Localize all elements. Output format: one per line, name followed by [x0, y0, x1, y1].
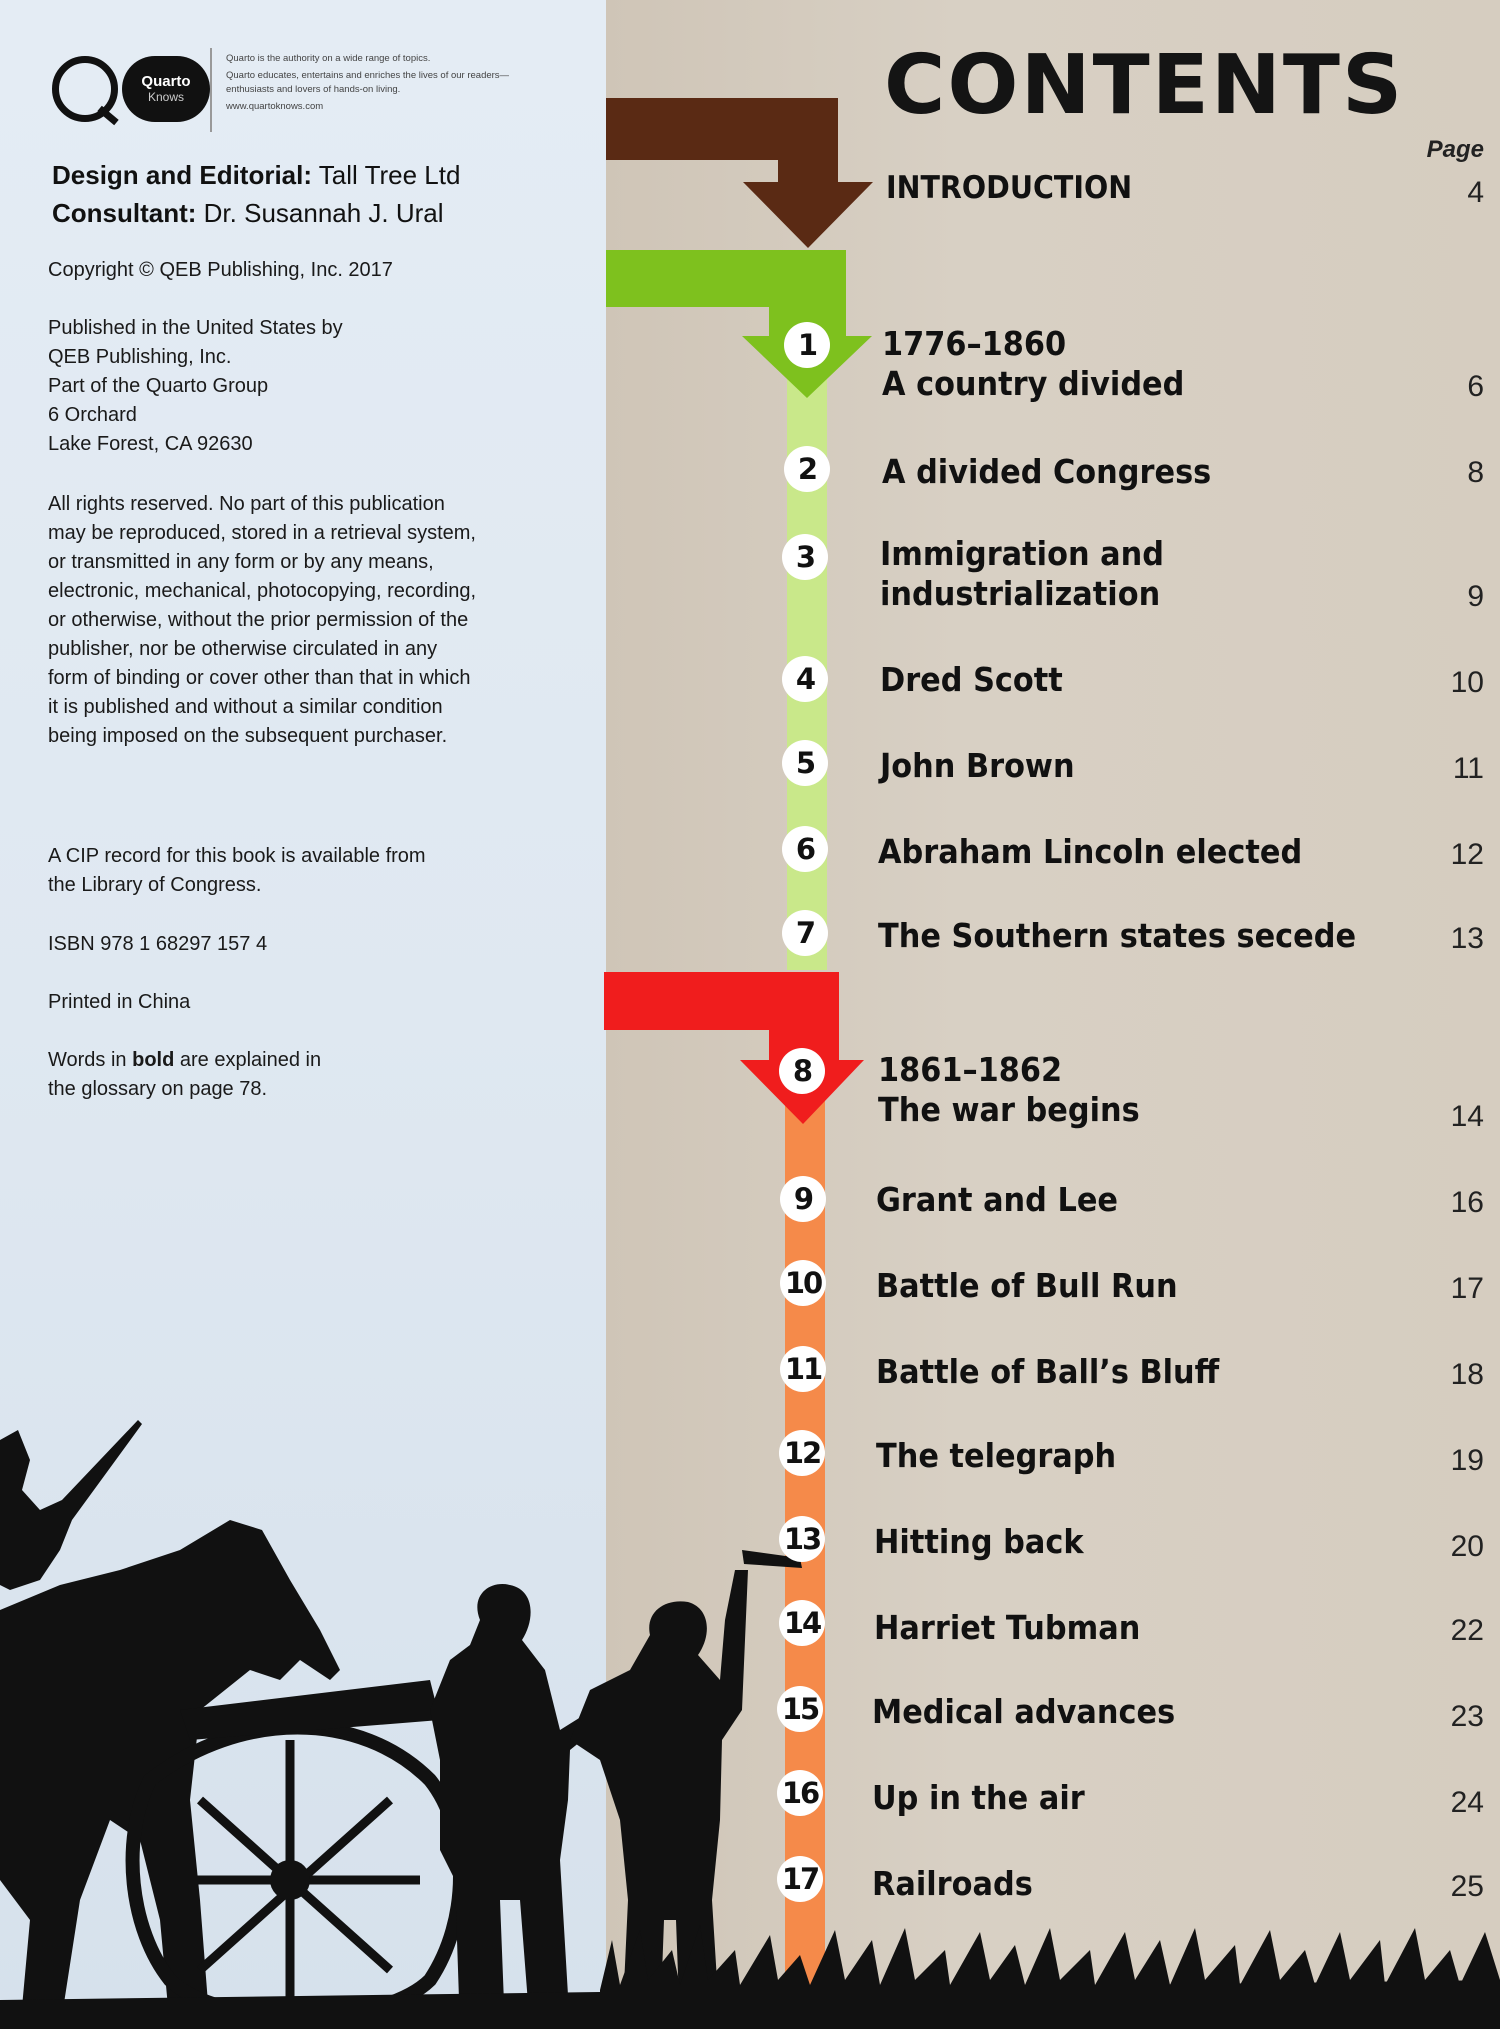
toc-entry-page: 6	[1467, 370, 1484, 403]
consultant-value: Dr. Susannah J. Ural	[203, 198, 444, 228]
section1-arrow	[606, 250, 872, 398]
printed-in: Printed in China	[48, 991, 191, 1013]
glossary-bold-word: bold	[132, 1049, 175, 1071]
toc-entry-page: 20	[1450, 1530, 1484, 1563]
design-label: Design and Editorial:	[52, 160, 313, 190]
toc-entry-title[interactable]: Abraham Lincoln elected	[878, 832, 1303, 871]
toc-entry-page: 13	[1450, 922, 1484, 955]
toc-entry-title[interactable]: Harriet Tubman	[874, 1608, 1141, 1647]
design-credit	[52, 156, 460, 194]
toc-entry-page: 18	[1450, 1358, 1484, 1391]
publisher-line: Published in the United States by	[48, 317, 343, 339]
toc-entry-page: 16	[1450, 1186, 1484, 1219]
isbn: ISBN 978 1 68297 157 4	[48, 933, 268, 955]
toc-entry-title[interactable]: Medical advances	[872, 1692, 1176, 1731]
toc-entry-date-range: 1861–1862	[878, 1050, 1063, 1089]
toc-entry-title[interactable]: Railroads	[872, 1864, 1033, 1903]
entry-number-badge: 7	[782, 910, 828, 956]
glossary-note	[48, 1046, 348, 1104]
tagline-line-2: Quarto educates, entertains and enriches the lives of our readers—enthusiasts and lovers of hands-on living.	[226, 70, 510, 95]
publisher-line: 6 Orchard	[48, 404, 137, 426]
publisher-block	[48, 314, 478, 459]
toc-entry-title-line: Immigration and	[880, 534, 1164, 573]
glossary-before: Words in	[48, 1049, 133, 1071]
toc-entry-title[interactable]: Hitting back	[874, 1522, 1084, 1561]
logo-divider	[210, 48, 212, 132]
toc-entry-title-line: A country divided	[882, 364, 1185, 403]
toc-entry-title[interactable]: The Southern states secede	[878, 916, 1357, 955]
soldiers-silhouette-illustration	[0, 1380, 1500, 2029]
toc-entry-page: 11	[1452, 752, 1484, 785]
cip-record: A CIP record for this book is available from the Library of Congress.	[48, 845, 426, 896]
entry-number-badge: 4	[782, 656, 828, 702]
entry-number-badge: 16	[777, 1770, 823, 1816]
consultant-label: Consultant:	[52, 198, 197, 228]
toc-entry-title[interactable]: Battle of Ball’s Bluff	[876, 1352, 1220, 1391]
toc-entry-title[interactable]: Up in the air	[872, 1778, 1085, 1817]
logo-badge-top: Quarto	[141, 73, 191, 90]
rights-notice: All rights reserved. No part of this publication may be reproduced, stored in a retrieval system, or transmitted in any form or by any means, electronic, mechanical, photocopying, recording, or otherwise, without the prior permission of the publisher, nor be otherwise circulated in any form of binding or cover other than that in which it is published and without a similar condition being imposed on the subsequent purchaser.	[48, 493, 477, 747]
toc-entry-page: 8	[1467, 456, 1484, 489]
entry-number-badge: 8	[779, 1048, 825, 1094]
publisher-line: Part of the Quarto Group	[48, 375, 269, 397]
toc-entry-title[interactable]: The telegraph	[876, 1436, 1117, 1475]
toc-entry-title[interactable]: A divided Congress	[882, 452, 1212, 491]
toc-entry-title[interactable]: John Brown	[880, 746, 1075, 785]
page-column-heading: Page	[1426, 136, 1484, 163]
entry-number-badge: 3	[782, 534, 828, 580]
glossary-after: are explained in the glossary on page 78.	[48, 1049, 322, 1100]
toc-entry-title[interactable]: Dred Scott	[880, 660, 1063, 699]
consultant-credit	[52, 194, 460, 232]
design-value: Tall Tree Ltd	[318, 160, 461, 190]
entry-number-badge: 11	[780, 1346, 826, 1392]
toc-entry-page: 10	[1450, 666, 1484, 699]
q-letter-icon	[52, 56, 118, 122]
toc-entry-page: 12	[1450, 838, 1484, 871]
publisher-line: QEB Publishing, Inc.	[48, 346, 232, 368]
toc-entry-page: 9	[1467, 580, 1484, 613]
toc-entry-page: 22	[1450, 1614, 1484, 1647]
toc-entry-page: 24	[1450, 1786, 1484, 1819]
publisher-line: Lake Forest, CA 92630	[48, 433, 253, 455]
toc-entry-title[interactable]: Battle of Bull Run	[876, 1266, 1178, 1305]
entry-number-badge: 2	[784, 446, 830, 492]
toc-entry-title-line: The war begins	[878, 1090, 1140, 1129]
entry-number-badge: 9	[780, 1176, 826, 1222]
introduction-page: 4	[1467, 176, 1484, 209]
toc-entry-page: 25	[1450, 1870, 1484, 1903]
toc-entry-title-line: industrialization	[880, 574, 1161, 613]
entry-number-badge: 6	[782, 826, 828, 872]
toc-entry-page: 14	[1450, 1100, 1484, 1133]
toc-entry-date-range: 1776–1860	[882, 324, 1067, 363]
tagline-url: www.quartoknows.com	[226, 101, 324, 112]
intro-arrow	[606, 98, 873, 248]
toc-entry-title[interactable]	[882, 324, 1184, 404]
toc-entry-page: 19	[1450, 1444, 1484, 1477]
toc-entry-title[interactable]	[880, 534, 1164, 614]
entry-number-badge: 12	[779, 1430, 825, 1476]
introduction-title: INTRODUCTION	[886, 170, 1133, 206]
entry-number-badge: 10	[780, 1260, 826, 1306]
credits	[52, 156, 460, 232]
toc-entry-title[interactable]: Grant and Lee	[876, 1180, 1119, 1219]
entry-number-badge: 13	[779, 1516, 825, 1562]
entry-number-badge: 1	[784, 322, 830, 368]
entry-number-badge: 17	[777, 1856, 823, 1902]
tagline-line-1: Quarto is the authority on a wide range of topics.	[226, 53, 431, 64]
tagline	[226, 52, 516, 117]
contents-title: CONTENTS	[884, 38, 1405, 133]
entry-number-badge: 14	[779, 1600, 825, 1646]
toc-entry-page: 23	[1450, 1700, 1484, 1733]
quarto-knows-badge	[122, 56, 210, 122]
quarto-logo	[52, 50, 222, 134]
toc-entry-page: 17	[1450, 1272, 1484, 1305]
entry-number-badge: 15	[777, 1686, 823, 1732]
entry-number-badge: 5	[782, 740, 828, 786]
logo-badge-bottom: Knows	[147, 90, 185, 104]
copyright: Copyright © QEB Publishing, Inc. 2017	[48, 259, 393, 281]
toc-entry-title[interactable]	[878, 1050, 1140, 1130]
